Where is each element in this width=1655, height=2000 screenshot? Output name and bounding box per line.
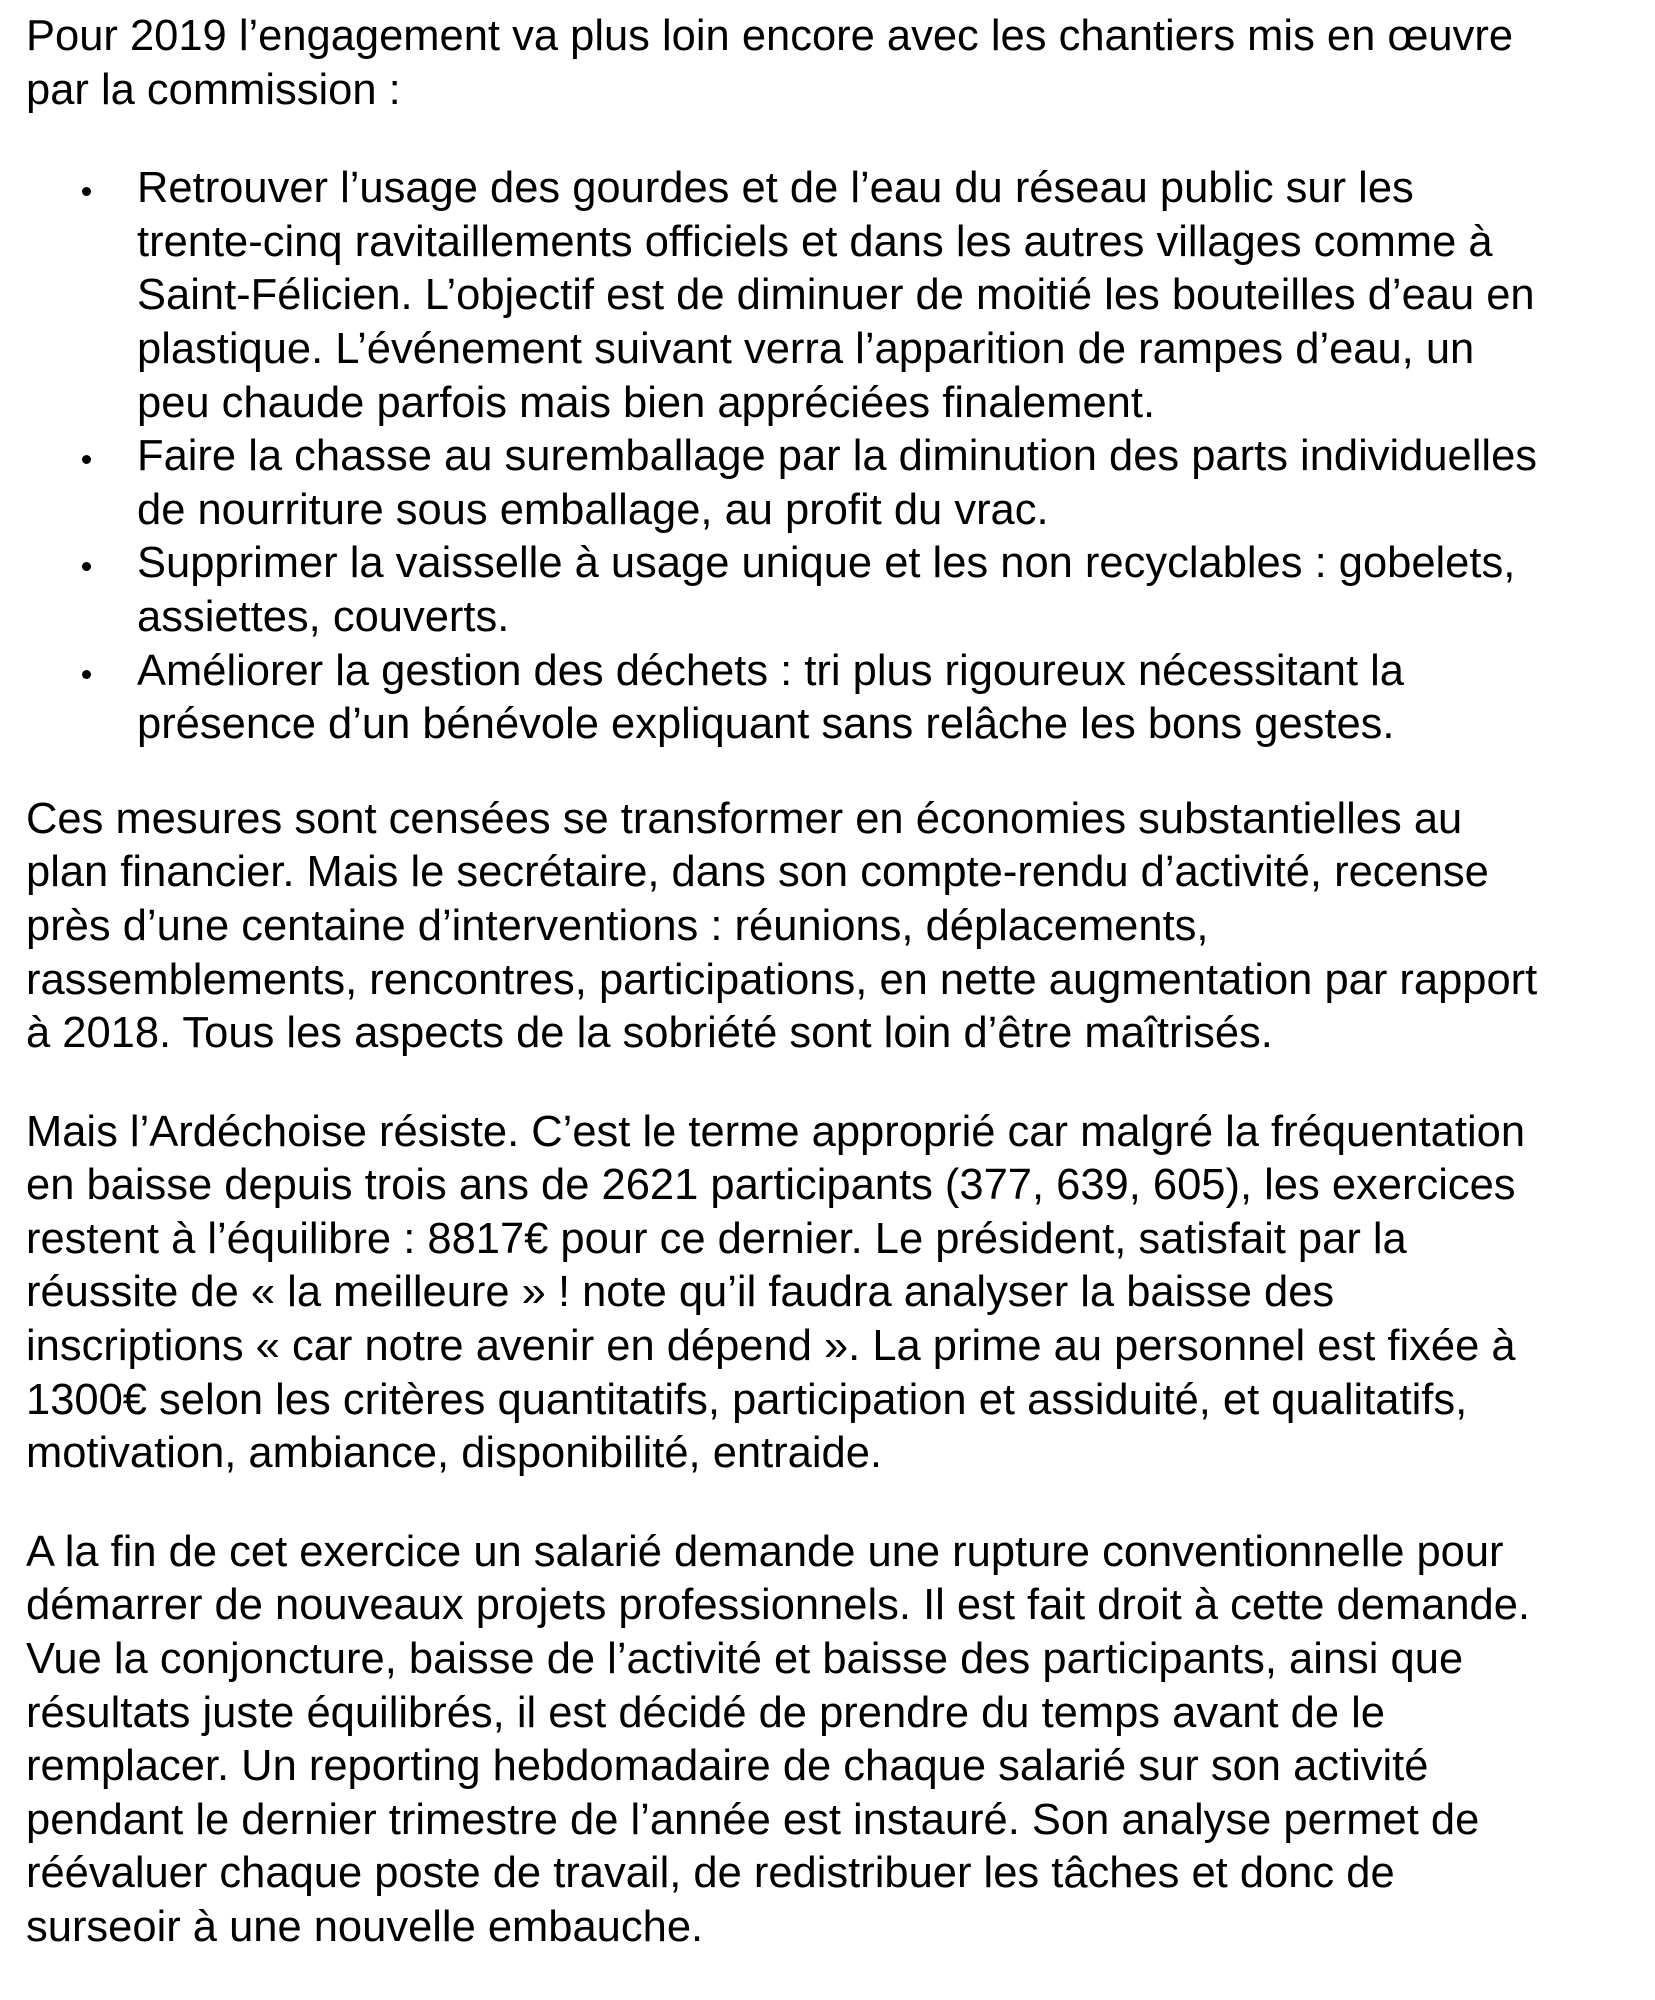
text-line: plan financier. Mais le secrétaire, dans son compte-rendu d’activité, recense (26, 848, 1489, 897)
paragraph-mesures (26, 793, 1636, 1061)
text-line: à 2018. Tous les aspects de la sobriété sont loin d’être maîtrisés. (26, 1009, 1273, 1058)
paragraph-ardechoise (26, 1106, 1636, 1481)
list-item-suremballage (26, 430, 1636, 537)
text-line: Améliorer la gestion des déchets : tri plus rigoureux nécessitant la (137, 646, 1404, 695)
text-line: présence d’un bénévole expliquant sans relâche les bons gestes. (137, 700, 1395, 749)
text-line: par la commission : (26, 65, 401, 114)
list-item-dechets (26, 645, 1636, 752)
text-line: trente-cinq ravitaillements officiels et dans les autres villages comme à (137, 217, 1493, 266)
text-line: de nourriture sous emballage, au profit du vrac. (137, 485, 1049, 534)
text-line: inscriptions « car notre avenir en dépend ». La prime au personnel est fixée à (26, 1322, 1516, 1371)
text-line: assiettes, couverts. (137, 592, 510, 641)
text-line: 1300€ selon les critères quantitatifs, participation et assiduité, et qualitatifs, (26, 1375, 1468, 1424)
text-line: A la fin de cet exercice un salarié demande une rupture conventionnelle pour (26, 1527, 1504, 1576)
text-line: peu chaude parfois mais bien appréciées finalement. (137, 378, 1156, 427)
text-line: remplacer. Un reporting hebdomadaire de chaque salarié sur son activité (26, 1742, 1429, 1791)
document-page (26, 10, 1636, 2000)
text-line: pendant le dernier trimestre de l’année est instauré. Son analyse permet de (26, 1795, 1480, 1844)
paragraph-salarie (26, 1526, 1636, 1955)
text-line: surseoir à une nouvelle embauche. (26, 1903, 704, 1951)
list-item-vaisselle (26, 537, 1636, 644)
text-line: en baisse depuis trois ans de 2621 participants (377, 639, 605), les exercices (26, 1161, 1516, 1210)
text-line: résultats juste équilibrés, il est décidé de prendre du temps avant de le (26, 1688, 1385, 1737)
intro-paragraph (26, 10, 1636, 117)
text-line: Faire la chasse au suremballage par la diminution des parts individuelles (137, 432, 1538, 481)
bullet-icon (82, 187, 91, 196)
text-line: plastique. L’événement suivant verra l’apparition de rampes d’eau, un (137, 324, 1475, 373)
text-line: Retrouver l’usage des gourdes et de l’eau du réseau public sur les (137, 164, 1414, 213)
text-line: Ces mesures sont censées se transformer en économies substantielles au (26, 794, 1463, 843)
text-line: réévaluer chaque poste de travail, de redistribuer les tâches et donc de (26, 1849, 1395, 1898)
text-line: Pour 2019 l’engagement va plus loin encore avec les chantiers mis en œuvre (26, 12, 1514, 60)
bullet-icon (82, 455, 91, 464)
text-line: Mais l’Ardéchoise résiste. C’est le terme approprié car malgré la fréquentation (26, 1107, 1526, 1156)
text-line: motivation, ambiance, disponibilité, entraide. (26, 1429, 882, 1478)
text-line: démarrer de nouveaux projets professionnels. Il est fait droit à cette demande. (26, 1581, 1530, 1630)
text-line: près d’une centaine d’interventions : réunions, déplacements, (26, 901, 1209, 950)
text-line: rassemblements, rencontres, participations, en nette augmentation par rapport (26, 955, 1538, 1004)
text-line: réussite de « la meilleure » ! note qu’il faudra analyser la baisse des (26, 1268, 1335, 1317)
bullet-icon (82, 670, 91, 679)
text-line: Supprimer la vaisselle à usage unique et les non recyclables : gobelets, (137, 539, 1516, 588)
text-line: restent à l’équilibre : 8817€ pour ce dernier. Le président, satisfait par la (26, 1214, 1407, 1263)
list-item-gourdes (26, 162, 1636, 430)
text-line: Vue la conjoncture, baisse de l’activité et baisse des participants, ainsi que (26, 1635, 1464, 1684)
commitments-list (26, 162, 1636, 752)
bullet-icon (82, 562, 91, 571)
text-line: Saint-Félicien. L’objectif est de diminuer de moitié les bouteilles d’eau en (137, 271, 1535, 320)
